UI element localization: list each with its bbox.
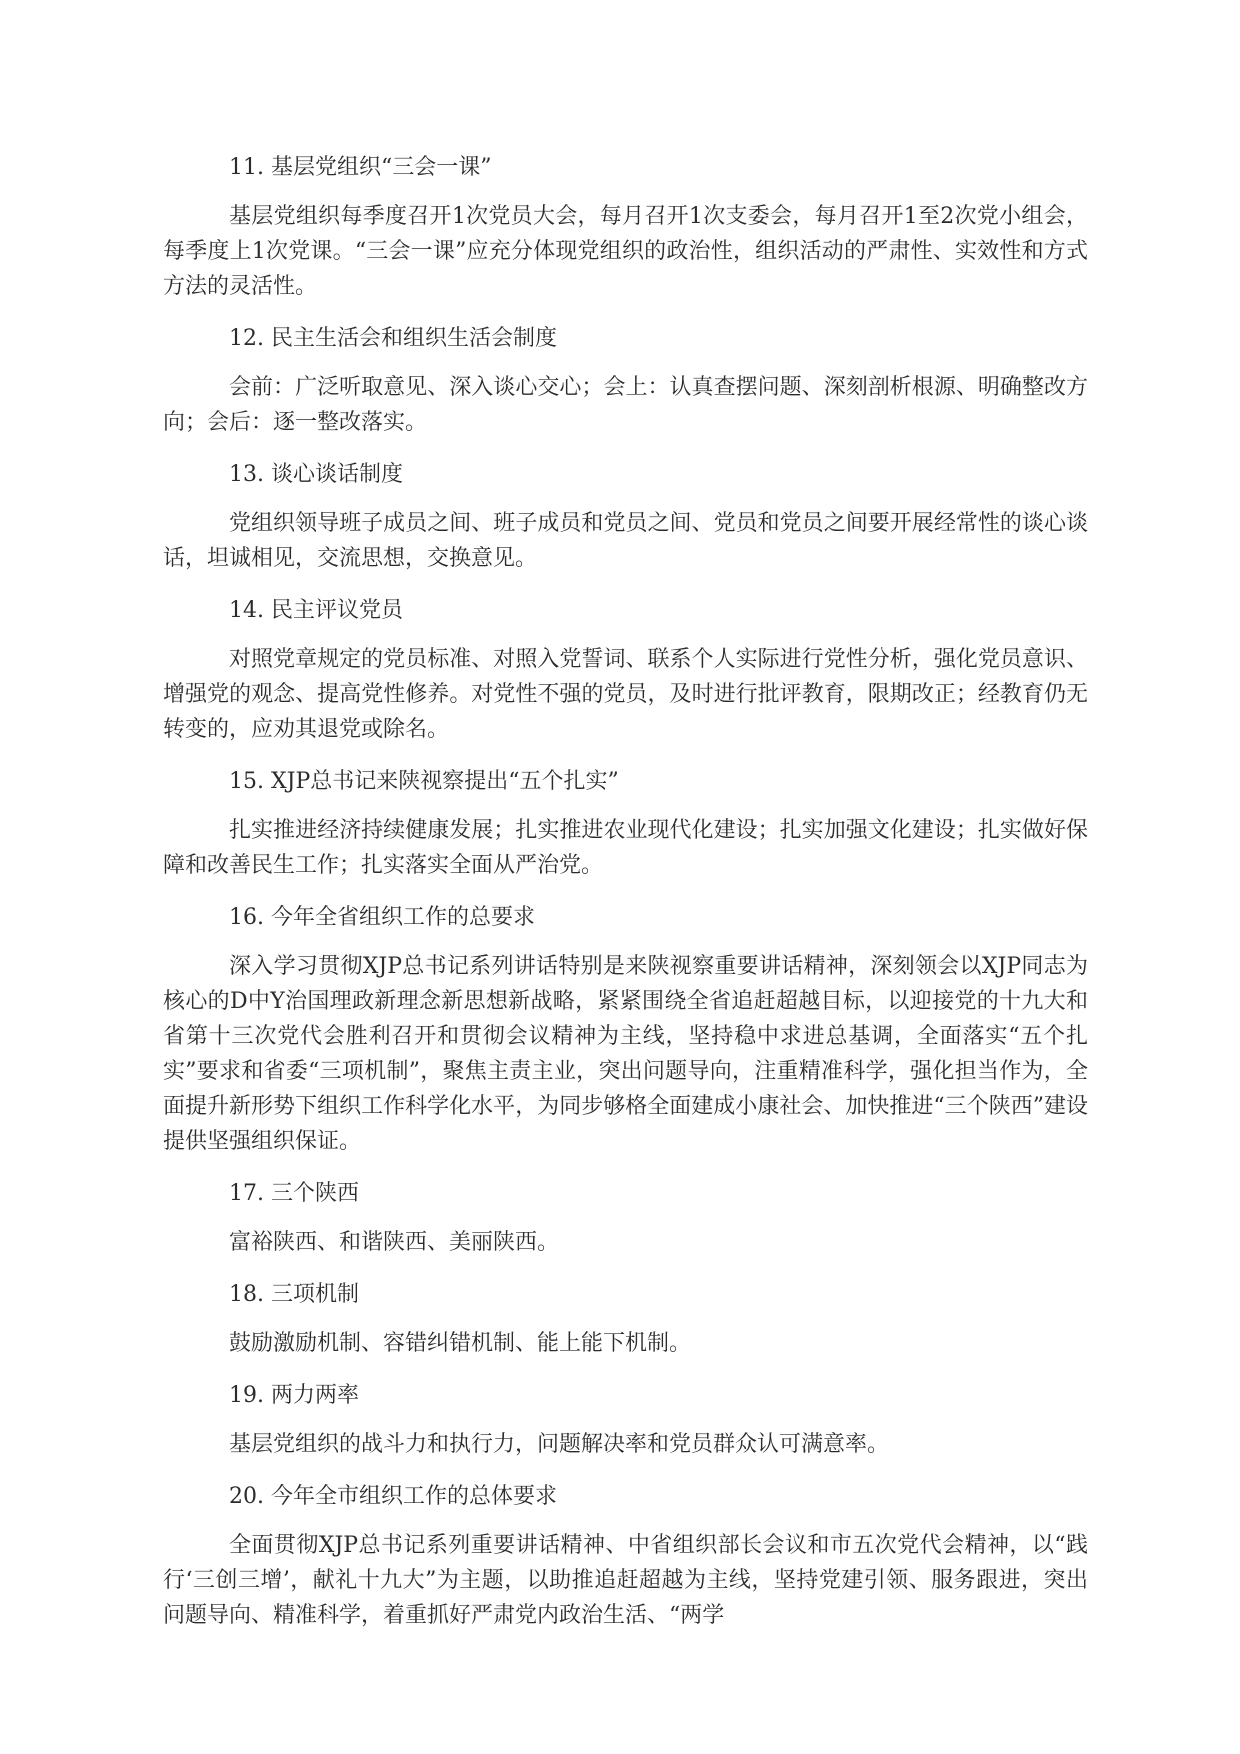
item-20-title: 20. 今年全市组织工作的总体要求 [229, 1484, 557, 1509]
item-11-body: 基层党组织每季度召开1次党员大会，每月召开1次支委会，每月召开1至2次党小组会，每季度上1次党课。“三会一课”应充分体现党组织的政治性，组织活动的严肃性、实效性和方式方法的灵活性。 [163, 204, 1088, 299]
item-15-body: 扎实推进经济持续健康发展；扎实推进农业现代化建设；扎实加强文化建设；扎实做好保障和改善民生工作；扎实落实全面从严治党。 [163, 818, 1088, 878]
document-page [163, 150, 1088, 1650]
item-18-title: 18. 三项机制 [229, 1282, 359, 1307]
item-17-body: 富裕陕西、和谐陕西、美丽陕西。 [229, 1230, 560, 1255]
item-13-title: 13. 谈心谈话制度 [229, 462, 403, 487]
item-19-body: 基层党组织的战斗力和执行力，问题解决率和党员群众认可满意率。 [229, 1432, 890, 1457]
item-11-title: 11. 基层党组织“三会一课” [229, 155, 492, 180]
item-16-title: 16. 今年全省组织工作的总要求 [229, 905, 535, 930]
item-14-body: 对照党章规定的党员标准、对照入党誓词、联系个人实际进行党性分析，强化党员意识、增强党的观念、提高党性修养。对党性不强的党员，及时进行批评教育，限期改正；经教育仍无转变的，应劝其退党或除名。 [163, 647, 1088, 742]
item-17-title: 17. 三个陕西 [229, 1181, 359, 1206]
item-18-body: 鼓励激励机制、容错纠错机制、能上能下机制。 [229, 1331, 692, 1356]
item-19-title: 19. 两力两率 [229, 1383, 359, 1408]
item-14-title: 14. 民主评议党员 [229, 598, 403, 623]
item-20-body: 全面贯彻XJP总书记系列重要讲话精神、中省组织部长会议和市五次党代会精神，以“践行‘三创三增’，献礼十九大”为主题，以助推追赶超越为主线，坚持党建引领、服务跟进，突出问题导向、精准科学，着重抓好严肃党内政治生活、“两学 [163, 1533, 1088, 1628]
item-12-body: 会前：广泛听取意见、深入谈心交心；会上：认真查摆问题、深刻剖析根源、明确整改方向；会后：逐一整改落实。 [163, 375, 1088, 435]
item-15-title: 15. XJP总书记来陕视察提出“五个扎实” [229, 769, 619, 794]
item-16-body: 深入学习贯彻XJP总书记系列讲话特别是来陕视察重要讲话精神，深刻领会以XJP同志为核心的D中Y治国理政新理念新思想新战略，紧紧围绕全省追赶超越目标，以迎接党的十九大和省第十三次党代会胜利召开和贯彻会议精神为主线，坚持稳中求进总基调，全面落实“五个扎实”要求和省委“三项机制”，聚焦主责主业，突出问题导向，注重精准科学，强化担当作为，全面提升新形势下组织工作科学化水平，为同步够格全面建成小康社会、加快推进“三个陕西”建设提供坚强组织保证。 [163, 954, 1088, 1154]
item-12-title: 12. 民主生活会和组织生活会制度 [229, 326, 557, 351]
item-13-body: 党组织领导班子成员之间、班子成员和党员之间、党员和党员之间要开展经常性的谈心谈话，坦诚相见，交流思想，交换意见。 [163, 511, 1088, 571]
